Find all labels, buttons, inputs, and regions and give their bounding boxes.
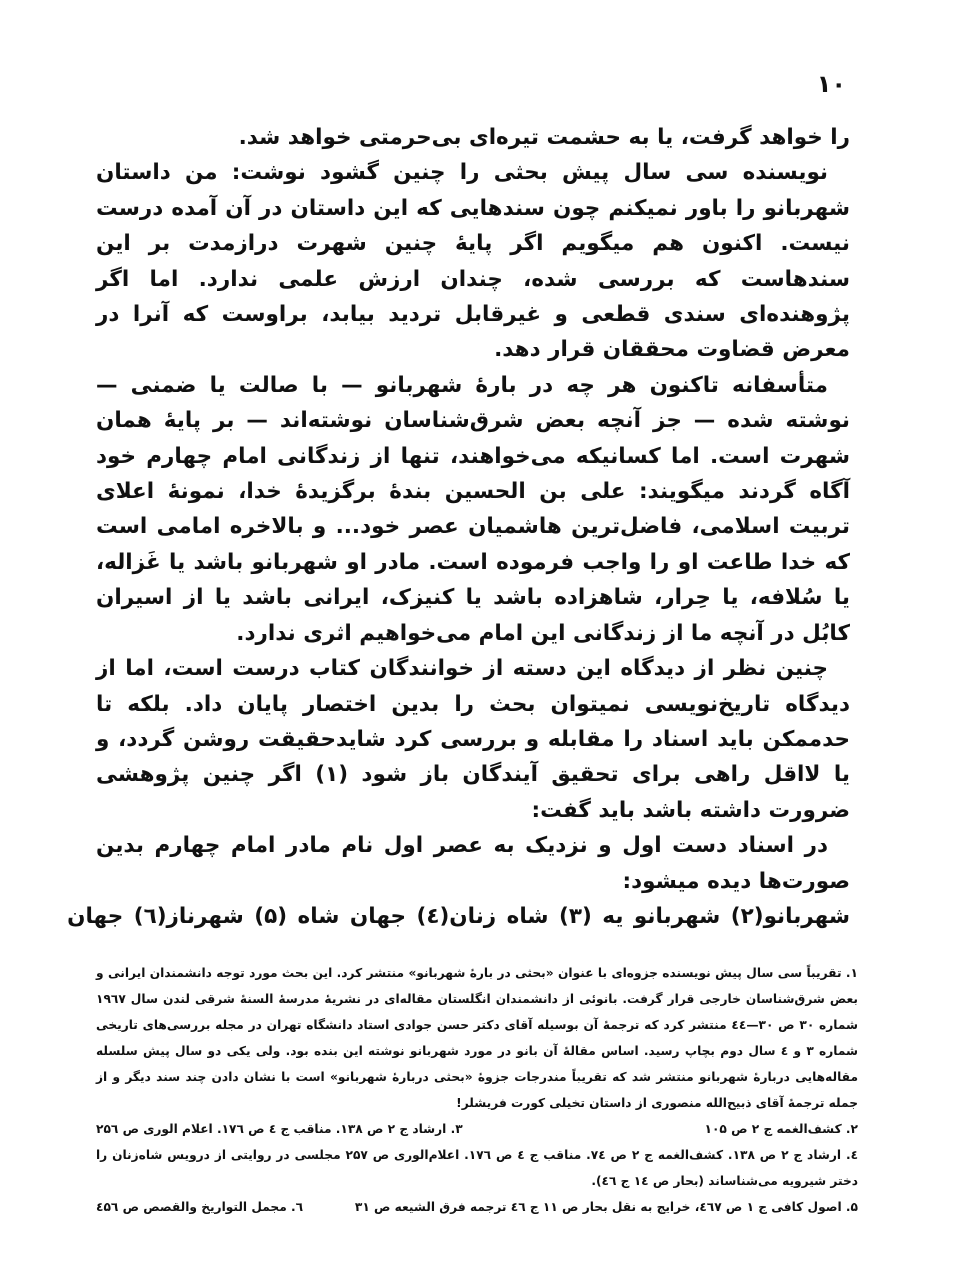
footnote-1: ۱. تقریباً سی سال پیش نویسنده جزوه‌ای با عنوان «بحثی در بارهٔ شهربانو» منتشر کرد. این بحث مورد توجه دانشمندان ایرانی و بعض شرق‌شناسان خارجی قرار گرفت. بانوئی از دانشمندان انگلستان مقاله‌ای در نشریهٔ مدرسهٔ السنهٔ شرقی لندن سال ۱۹٦۷ شماره ۳۰ ص ۳۰—٤٤ منتشر کرد که ترجمهٔ آن بوسیله آقای دکتر حسن جوادی استاد دانشگاه تهران در مجله بررسی‌های تاریخی شماره ۳ و ٤ سال دوم بچاپ رسید. اساس مقالهٔ آن بانو در مورد شهربانو نوشته این بنده بود. ولی یکی دو سال پیش سلسله مقاله‌هایی دربارهٔ شهربانو منتشر شد که تقریباً مندرجات جزوهٔ «بحثی دربارهٔ شهربانو» است با نشان دادن چند سند دیگر و از جمله ترجمهٔ آقای ذبیح‌الله منصوری از داستان تخیلی کورت فریشلر!: [96, 966, 859, 1110]
main-text: [67, 120, 850, 934]
footnotes: [96, 960, 858, 1220]
footnote-5: ۵. اصول کافی ج ۱ ص ٤٦۷، خرایج به نقل بحار ص ۱۱ ج ٤٦ ترجمه فرق الشیعه ص ۳۱: [354, 1200, 858, 1214]
names-list: شهربانو(۲) شهربانو یه (۳) شاه زنان(٤) جهان شاه (۵) شهرناز(٦) جهان: [67, 903, 850, 929]
footnote-row-5-6: [96, 1194, 858, 1220]
paragraph-historiography: چنین نظر از دیدگاه این دسته از خوانندگان کتاب درست است، اما از دیدگاه تاریخ‌نویسی نمیتوان بحث را بدین اختصار پایان داد. بلکه تا حدممکن باید اسناد را مقابله و بررسی کرد شایدحقیقت روشن گردد، و یا لااقل راهی برای تحقیق آیندگان باز شود (۱) اگر چنین پژوهشی ضرورت داشته باشد باید گفت:: [96, 656, 850, 823]
paragraph-author-note: نویسنده سی سال پیش بحثی را چنین گشود نوشت: من داستان شهربانو را باور نمیکنم چون سندهایی که این داستان در آن آمده درست نیست. اکنون هم میگویم اگر پایهٔ چنین شهرت درازمدت بر این سندهاست که بررسی شده، چندان ارزش علمی ندارد. اما اگر پژوهنده‌ای سندی قطعی و غیرقابل تردید بیابد، براوست که آنرا در معرض قضاوت محققان قرار دهد.: [96, 160, 850, 363]
footnote-6: ٦. مجمل التواریخ والقصص ص ٤۵٦: [96, 1200, 304, 1214]
paragraph-sources: در اسناد دست اول و نزدیک به عصر اول نام مادر امام چهارم بدین صورت‌ها دیده میشود:: [96, 833, 850, 894]
page-number: ۱۰: [816, 70, 846, 98]
footnote-2: ۲. کشف‌الغمه ج ۲ ص ۱۰۵: [704, 1122, 858, 1136]
footnote-3: ۳. ارشاد ج ۲ ص ۱۳۸. مناقب ج ٤ ص ۱۷٦. اعلام الوری ص ۲۵٦: [96, 1122, 463, 1136]
footnote-4: ٤. ارشاد ج ۲ ص ۱۳۸. کشف‌الغمه ج ۲ ص ۷٤. مناقب ج ٤ ص ۱۷٦. اعلام‌الوری ص ۲۵۷ مجلسی در روایتی از درویس شاه‌زنان را دختر شیرویه می‌شناساند (بحار ص ۱٤ ج ٤٦).: [96, 1148, 859, 1188]
footnote-row-2-3: [96, 1116, 858, 1142]
paragraph-regret: متأسفانه تاکنون هر چه در بارهٔ شهربانو — با صالت یا ضمنی — نوشته شده — جز آنچه بعض شرق‌شناسان نوشته‌اند — بر پایهٔ همان شهرت است. اما کسانیکه می‌خواهند، تنها از زندگانی امام چهارم خود آگاه گردند میگویند: علی بن الحسین بندهٔ برگزیدهٔ خدا، نمونهٔ اعلای تربیت اسلامی، فاضل‌ترین هاشمیان عصر خود... و بالاخره امامی است که خدا طاعت او را واجب فرموده است. مادر او شهربانو باشد یا غَزاله، یا سُلافه، یا حِرار، شاهزاده باشد یا کنیزک، ایرانی باشد یا از اسیران کابُل در آنچه ما از زندگانی این امام می‌خواهیم اثری ندارد.: [96, 372, 850, 646]
paragraph-continuation: را خواهد گرفت، یا به حشمت تیره‌ای بی‌حرمتی خواهد شد.: [238, 125, 850, 150]
